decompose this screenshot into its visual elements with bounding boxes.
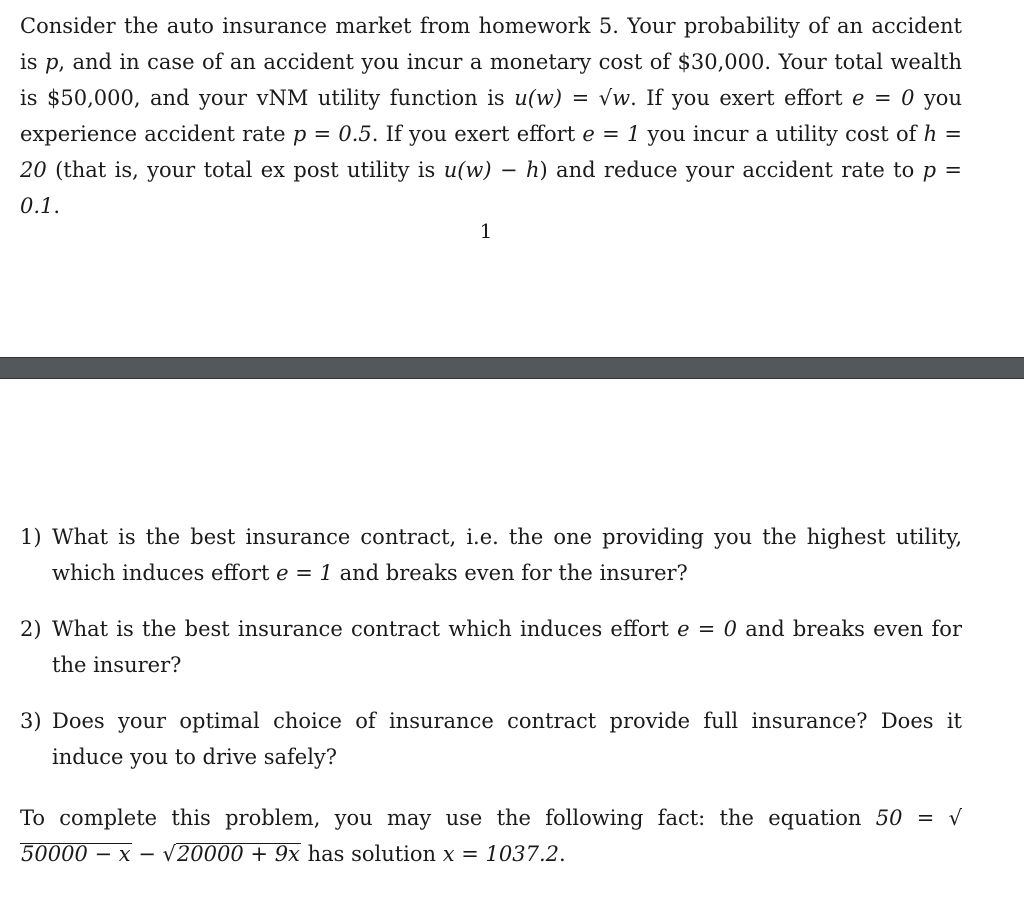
question-number: 1) <box>20 525 42 549</box>
math-e0: e = 0 <box>852 86 915 110</box>
closing-text-3: . <box>559 842 566 866</box>
math-solution: x = 1037.2 <box>442 842 560 866</box>
math-sqrt1: 50000 − x <box>21 842 131 866</box>
intro-text-7: (that is, your total ex post utility is <box>46 158 444 182</box>
question-item <box>20 703 962 775</box>
math-p05: p = 0.5 <box>292 122 372 146</box>
math-e1: e = 1 <box>276 561 333 585</box>
page-2 <box>0 380 1024 919</box>
page-1 <box>0 0 1024 356</box>
sqrt-sign: √ <box>948 806 963 830</box>
problem-statement <box>20 8 962 224</box>
page-separator <box>0 357 1024 379</box>
closing-text-2: has solution <box>300 842 443 866</box>
question-item <box>20 611 962 683</box>
question-text: What is the best insurance contract which induces effort <box>52 617 678 641</box>
closing-text-1: To complete this problem, you may use the following fact: the equation <box>20 806 876 830</box>
math-eq-lhs: 50 = <box>875 806 949 830</box>
sqrt-sign: √ <box>162 842 176 866</box>
math-e1: e = 1 <box>582 122 641 146</box>
intro-text-5: . If you exert effort <box>371 122 583 146</box>
intro-text-3: . If you exert effort <box>630 86 853 110</box>
math-p01: p = 0.1 <box>20 158 963 218</box>
math-p: p <box>44 50 59 74</box>
math-sqrt2: 20000 + 9x <box>176 842 300 866</box>
intro-text-1: Consider the auto insurance market from homework 5. Your probability of an accident is <box>20 14 962 74</box>
question-number: 3) <box>20 709 42 733</box>
math-h20: h = 20 <box>20 122 962 182</box>
question-item <box>20 519 962 591</box>
intro-text-4: you experience accident rate <box>20 86 962 146</box>
closing-hint <box>20 800 962 872</box>
math-utility-minus-h: u(w) − h <box>443 158 540 182</box>
intro-text-6: you incur a utility cost of <box>640 122 924 146</box>
intro-text-8: ) and reduce your accident rate to <box>539 158 923 182</box>
math-minus: − <box>131 842 163 866</box>
intro-text-9: . <box>53 194 61 218</box>
question-number: 2) <box>20 617 42 641</box>
math-utility-function: u(w) = √w <box>514 86 631 110</box>
intro-text-2: , and in case of an accident you incur a monetary cost of $30,000. Your total wealth is $50,000, and your vNM utility function is <box>20 50 962 110</box>
question-text-end: and breaks even for the insurer? <box>332 561 688 585</box>
page-number: 1 <box>479 219 493 243</box>
question-list <box>20 519 962 795</box>
math-e0: e = 0 <box>677 617 737 641</box>
question-text-end: and breaks even for the insurer? <box>52 617 962 677</box>
question-text: Does your optimal choice of insurance contract provide full insurance? Does it induce you to drive safely? <box>52 709 962 769</box>
question-text: What is the best insurance contract, i.e. the one providing you the highest utility, which induces effort <box>52 525 962 585</box>
